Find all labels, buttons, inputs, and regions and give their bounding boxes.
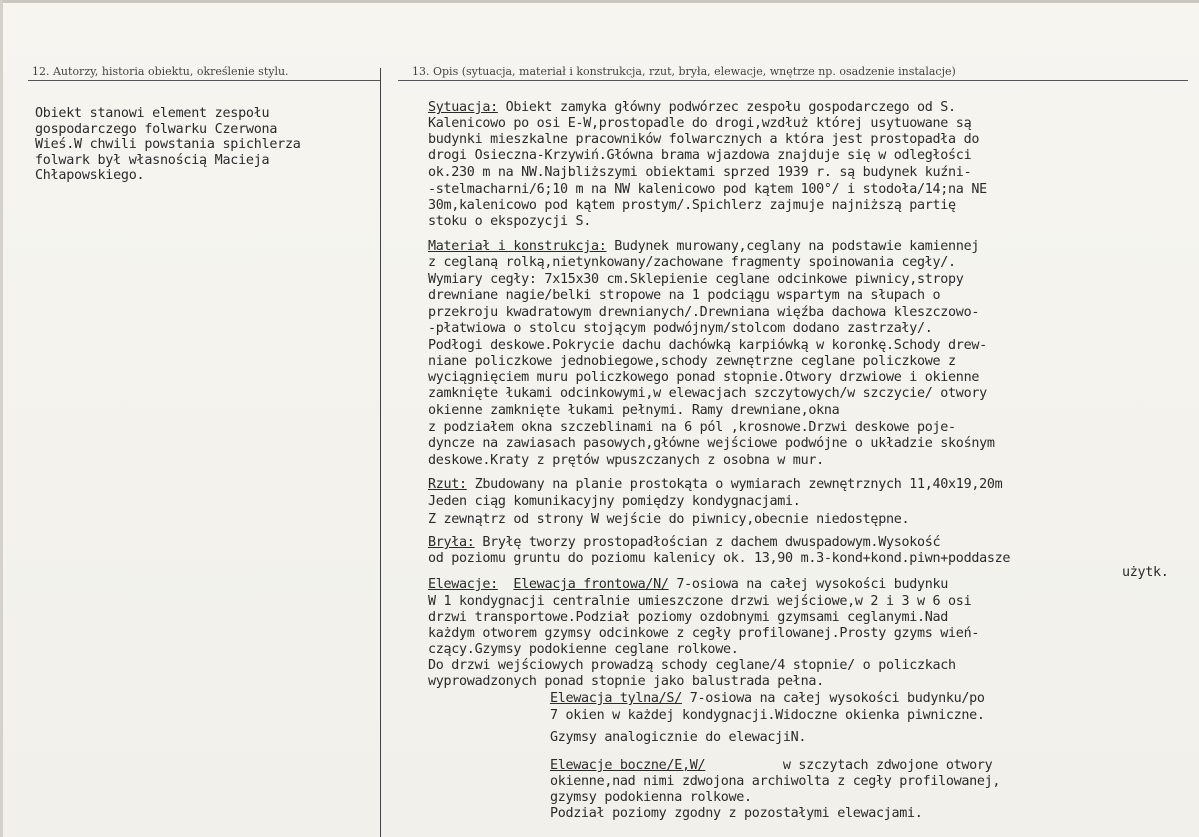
bryla-line-1: od poziomu gruntu do poziomu kalenicy ok. 13,90 m.3-kond+kond.piwn+poddasze [428, 551, 1011, 566]
front-line-4: czący.Gzymsy podokienne ceglane rolkowe. [428, 642, 739, 657]
history-text: Obiekt stanowi element zespołu gospodarczego folwarku Czerwona Wieś.W chwili powstania spichlerza folwark był własnością Macieja Chłapowskiego. [35, 106, 301, 184]
rzut-line-1: Jeden ciąg komunikacyjny pomiędzy kondygnacjami. [428, 494, 801, 509]
material-line-9: zamknięte łukami odcinkowymi,w elewacjach szczytowych/w szczycie/ otwory [428, 386, 987, 401]
sytuacja-line-6: 30m,kalenicowo pod kątem prostym/.Spichlerz zajmuje najniższą partię [428, 198, 956, 213]
material-line-2: Wymiary cegły: 7x15x30 cm.Sklepienie ceglane odcinkowe piwnicy,stropy [428, 272, 964, 287]
elewacje-line-0: Elewacje: Elewacja frontowa/N/ 7-osiowa na całej wysokości budynku [428, 577, 949, 592]
sytuacja-line-2: budynki mieszkalne pracowników folwarcznych a która jest prostopadła do [428, 132, 980, 147]
material-line-7: niane policzkowe jednobiegowe,schody zewnętrzne ceglane policzkowe z [428, 354, 956, 369]
page-edge-top [0, 0, 1199, 3]
material-line-6: Podłogi deskowe.Pokrycie dachu dachówką karpiówką w koronkę.Schody drew- [428, 338, 987, 353]
side-elevation-title: Elewacje boczne/E,W/ [550, 758, 706, 773]
front-line-1: W 1 kondygnacji centralnie umieszczone drzwi wejściowe,w 2 i 3 w 6 osi [428, 594, 972, 609]
material-line-5: -płatwiowa o stolcu stojącym podwójnym/stolcom dodano zastrzały/. [428, 321, 933, 336]
material-line-1: z ceglaną rolką,nietynkowany/zachowane fragmenty spoinowania cegły/. [428, 255, 956, 270]
rzut-heading: Rzut: [428, 477, 467, 492]
elewacje-heading: Elewacje: [428, 577, 498, 592]
material-line-4: przekroju kwadratowym drewnianych/.Drewniana więźba dachowa kleszczowo- [428, 305, 980, 320]
bryla-heading: Bryła: [428, 535, 475, 550]
sytuacja-line-1: Kalenicowo po osi E-W,prostopadle do drogi,wzdłuż której usytuowane są [428, 116, 972, 131]
rear-line-1: 7 okien w każdej kondygnacji.Widoczne okienka piwniczne. [550, 708, 985, 723]
rear-elevation-title: Elewacja tylna/S/ [550, 691, 682, 706]
front-line-6: wyprowadzonych ponad stopnie jako balustrada pełna. [428, 674, 824, 689]
sytuacja-line-5: -stelmacharni/6;10 m na NW kalenicowo pod kątem 100°/ i stodoła/14;na NE [428, 182, 987, 197]
rzut-line-0: Rzut: Zbudowany na planie prostokąta o wymiarach zewnętrznych 11,40x19,20m [428, 477, 1003, 492]
header-authors-history: 12. Autorzy, historia obiektu, określenie stylu. [32, 65, 289, 78]
sytuacja-line-0: Sytuacja: Obiekt zamyka główny podwórzec zespołu gospodarczego od S. [428, 100, 956, 115]
header-rule-right [398, 80, 1188, 81]
side-line-0: Elewacje boczne/E,W/ w szczytach zdwojone otwory [550, 758, 993, 773]
page-edge-left [0, 0, 3, 837]
side-line-3: Podział poziomy zgodny z pozostałymi elewacjami. [550, 806, 923, 821]
front-line-2: drzwi transportowe.Podział poziomy ozdobnymi gzymsami ceglanymi.Nad [428, 610, 949, 625]
material-line-13: deskowe.Kraty z prętów wpuszczanych z osobna w mur. [428, 453, 824, 468]
material-line-10: okienne zamknięte łukami pełnymi. Ramy drewniane,okna [428, 403, 840, 418]
material-heading: Materiał i konstrukcja: [428, 239, 607, 254]
header-rule-left [28, 80, 380, 81]
rzut-line-2: Z zewnątrz od strony W wejście do piwnicy,obecnie niedostępne. [428, 512, 910, 527]
sytuacja-line-4: ok.230 m na NW.Najbliższymi obiektami sprzed 1939 r. są budynek kuźni- [428, 165, 972, 180]
side-line-2: gzymsy podokienna rolkowe. [550, 790, 752, 805]
bryla-line-2: użytk. [1122, 565, 1169, 580]
material-line-12: dyncze na zawiasach pasowych,główne wejściowe podwójne o układzie skośnym [428, 436, 995, 451]
material-line-0: Materiał i konstrukcja: Budynek murowany,ceglany na podstawie kamiennej [428, 239, 980, 254]
material-line-8: wyciągnięciem muru policzkowego ponad stopnie.Otwory drzwiowe i okienne [428, 370, 980, 385]
rear-line-0: Elewacja tylna/S/ 7-osiowa na całej wysokości budynku/po [550, 691, 985, 706]
header-description: 13. Opis (sytuacja, materiał i konstrukcja, rzut, bryła, elewacje, wnętrze np. osadzenie instalacje) [412, 65, 956, 78]
side-line-1: okienne,nad nimi zdwojona archiwolta z cegły profilowanej, [550, 774, 1001, 789]
front-elevation-title: Elewacja frontowa/N/ [513, 577, 669, 592]
bryla-line-0: Bryła: Bryłę tworzy prostopadłościan z dachem dwuspadowym.Wysokość [428, 535, 941, 550]
rear-line-2: Gzymsy analogicznie do elewacjiN. [550, 730, 807, 745]
material-line-11: z podziałem okna szczeblinami na 6 pól ,krosnowe.Drzwi deskowe poje- [428, 420, 956, 435]
sytuacja-heading: Sytuacja: [428, 100, 498, 115]
front-line-5: Do drzwi wejściowych prowadzą schody ceglane/4 stopnie/ o policzkach [428, 658, 956, 673]
sytuacja-line-7: stoku o ekspozycji S. [428, 214, 591, 229]
front-line-3: każdym otworem gzymsy odcinkowe z cegły profilowanej.Prosty gzyms wień- [428, 626, 980, 641]
sytuacja-line-3: drogi Osieczna-Krzywiń.Główna brama wjazdowa znajduje się w odległości [428, 148, 972, 163]
material-line-3: drewniane nagie/belki stropowe na 1 podciągu wspartym na słupach o [428, 288, 941, 303]
column-divider [380, 68, 381, 837]
